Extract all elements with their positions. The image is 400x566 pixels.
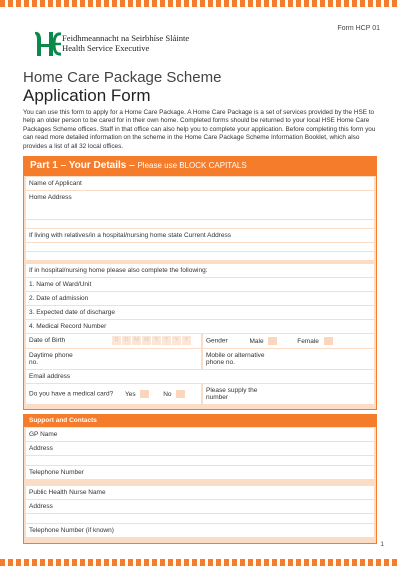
support-header: Support and Contacts	[24, 415, 376, 427]
medical-card-row	[26, 384, 374, 404]
current-address-field-line3[interactable]	[26, 252, 374, 260]
page-number: 1	[380, 541, 384, 548]
medical-card-question: Do you have a medical card? Yes No	[26, 384, 201, 404]
dob-gender-row	[26, 334, 374, 348]
yes-checkbox[interactable]	[140, 390, 149, 398]
current-address-field-line2[interactable]	[26, 243, 374, 251]
hospital-intro: If in hospital/nursing home please also complete the following:	[26, 264, 374, 277]
gender-label: Gender	[206, 337, 228, 345]
nurse-name-field[interactable]: Public Health Nurse Name	[26, 486, 374, 499]
medical-card-number-field[interactable]: Please supply the number	[203, 384, 374, 404]
discharge-date-field[interactable]: 3. Expected date of discharge	[26, 306, 374, 319]
dob-slot[interactable]: Y	[162, 336, 171, 345]
dob-slot[interactable]: Y	[172, 336, 181, 345]
current-address-field[interactable]: If living with relatives/in a hospital/nursing home state Current Address	[26, 229, 374, 242]
gp-address-field[interactable]: Address	[26, 442, 374, 455]
mobile-phone-field[interactable]: Mobile or alternative phone no.	[203, 349, 374, 369]
admission-date-field[interactable]: 2. Date of admission	[26, 292, 374, 305]
female-label: Female	[297, 337, 319, 345]
dob-slot[interactable]: D	[122, 336, 131, 345]
gender-field	[203, 334, 374, 348]
gp-address-field-line2[interactable]	[26, 456, 374, 465]
part1-heading: Part 1 – Your Details –	[30, 160, 135, 171]
support-panel	[23, 414, 377, 544]
gp-name-field[interactable]: GP Name	[26, 428, 374, 441]
male-checkbox[interactable]	[268, 337, 277, 345]
dob-slot[interactable]: Y	[182, 336, 191, 345]
phone-row	[26, 349, 374, 369]
nurse-phone-field[interactable]: Telephone Number (if known)	[26, 524, 374, 537]
scheme-title: Home Care Package Scheme	[23, 69, 222, 86]
dob-field[interactable]: Date of Birth D D M M Y Y Y Y	[26, 334, 201, 348]
hse-logo-icon	[32, 30, 62, 58]
gp-phone-field[interactable]: Telephone Number	[26, 466, 374, 479]
organisation-name	[62, 33, 189, 53]
dob-slots	[112, 336, 192, 345]
yes-label: Yes	[125, 390, 136, 398]
dob-slot[interactable]: M	[132, 336, 141, 345]
home-address-field[interactable]: Home Address	[26, 191, 374, 219]
form-title: Application Form	[23, 86, 151, 105]
spacer	[26, 260, 374, 263]
part1-subheading: Please use BLOCK CAPITALS	[137, 161, 247, 170]
female-checkbox[interactable]	[324, 337, 333, 345]
part1-panel	[23, 156, 377, 410]
org-name-english: Health Service Executive	[62, 43, 150, 53]
medical-record-field[interactable]: 4. Medical Record Number	[26, 320, 374, 333]
applicant-name-field[interactable]: Name of Applicant	[26, 177, 374, 190]
nurse-address-field[interactable]: Address	[26, 500, 374, 513]
spacer	[26, 479, 374, 485]
no-label: No	[163, 390, 172, 398]
form-number: Form HCP 01	[337, 25, 380, 32]
daytime-phone-field[interactable]: Daytime phone no.	[26, 349, 201, 369]
nurse-address-field-line2[interactable]	[26, 514, 374, 523]
org-name-irish: Feidhmeannacht na Seirbhíse Sláinte	[62, 33, 190, 43]
intro-text: You can use this form to apply for a Home Care Package. A Home Care Package is a set of services provided by the HSE to help an older person to be cared for in their own home. Completed forms should be returned to your local HSE Home Care Packages Scheme offices. Staff in that office can also help you to complete your application. Before completing this form you can read more detailed information on the scheme in the Home Care Package Scheme Information Booklet, which also provides a list of all 32 local offices.	[23, 109, 376, 150]
email-field[interactable]: Email address	[26, 370, 374, 383]
part1-header	[24, 157, 376, 176]
bottom-stripe	[0, 559, 400, 566]
home-address-field-line2[interactable]	[26, 220, 374, 228]
ward-unit-field[interactable]: 1. Name of Ward/Unit	[26, 278, 374, 291]
dob-slot[interactable]: M	[142, 336, 151, 345]
male-label: Male	[249, 337, 264, 345]
dob-slot[interactable]: D	[112, 336, 121, 345]
dob-slot[interactable]: Y	[152, 336, 161, 345]
top-stripe	[0, 0, 400, 7]
no-checkbox[interactable]	[176, 390, 185, 398]
